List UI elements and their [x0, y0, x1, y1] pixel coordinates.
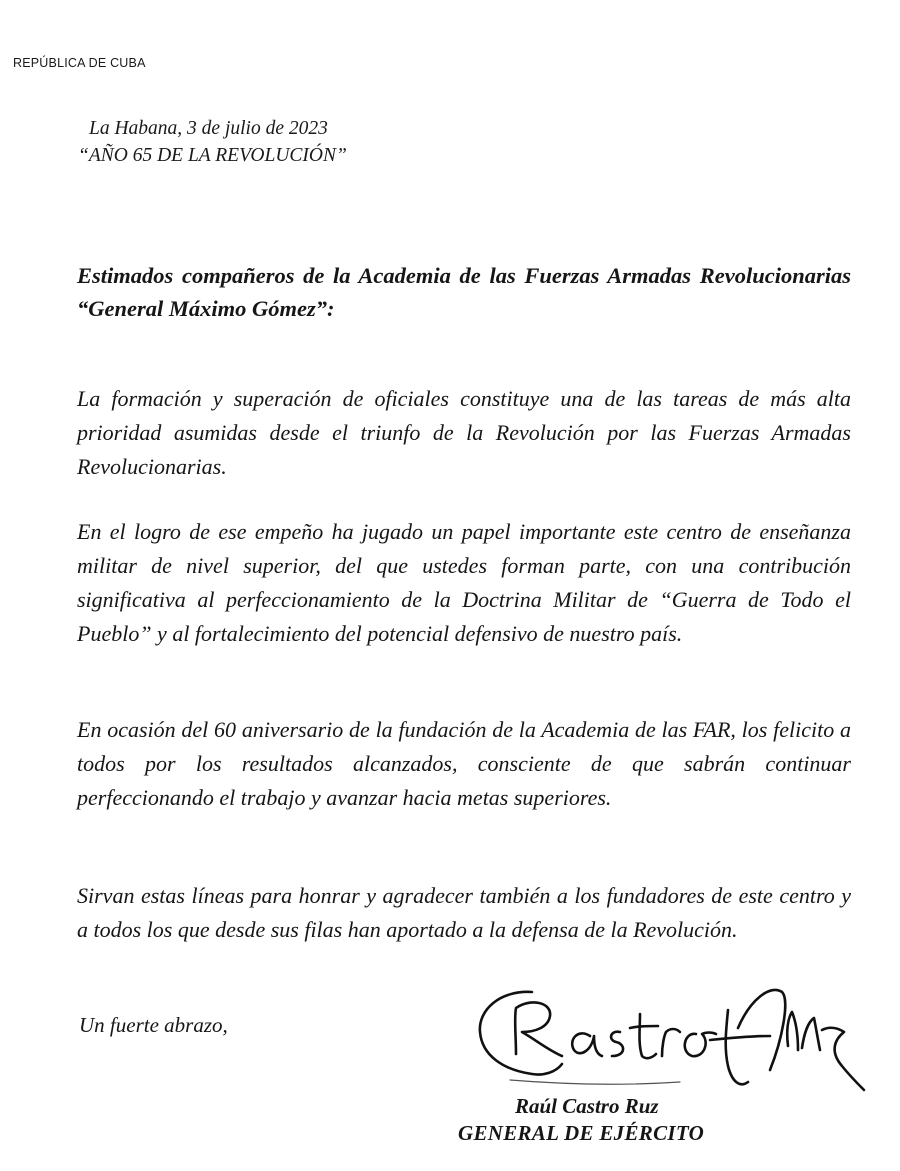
signer-name: Raúl Castro Ruz: [515, 1094, 659, 1118]
salutation: Estimados compañeros de la Academia de las Fuerzas Armadas Revolucionarias “General Máximo Gómez”:: [77, 263, 851, 321]
signer-rank: GENERAL DE EJÉRCITO: [458, 1121, 705, 1145]
body-paragraph-1: La formación y superación de oficiales constituye una de las tareas de más alta prioridad asumidas desde el triunfo de la Revolución por las Fuerzas Armadas Revolucionarias.: [77, 386, 851, 479]
handwritten-signature: [470, 970, 870, 1110]
closing-phrase: Un fuerte abrazo,: [79, 1013, 228, 1037]
place-and-date: La Habana, 3 de julio de 2023: [89, 118, 328, 139]
body-paragraph-4: Sirvan estas líneas para honrar y agradecer también a los fundadores de este centro y a todos los que desde sus filas han aportado a la defensa de la Revolución.: [77, 883, 851, 942]
body-paragraph-3: En ocasión del 60 aniversario de la fundación de la Academia de las FAR, los felicito a todos por los resultados alcanzados, consciente de que sabrán continuar perfeccionando el trabajo y avanzar hacia metas superiores.: [77, 717, 851, 810]
body-paragraph-2: En el logro de ese empeño ha jugado un papel importante este centro de enseñanza militar de nivel superior, del que ustedes forman parte, con una contribución significativa al perfeccionamiento de la Doctrina Militar de “Guerra de Todo el Pueblo” y al fortalecimiento del potencial defensivo de nuestro país.: [77, 519, 851, 646]
letterhead-country: REPÚBLICA DE CUBA: [13, 56, 146, 70]
year-motto: “AÑO 65 DE LA REVOLUCIÓN”: [78, 145, 347, 166]
